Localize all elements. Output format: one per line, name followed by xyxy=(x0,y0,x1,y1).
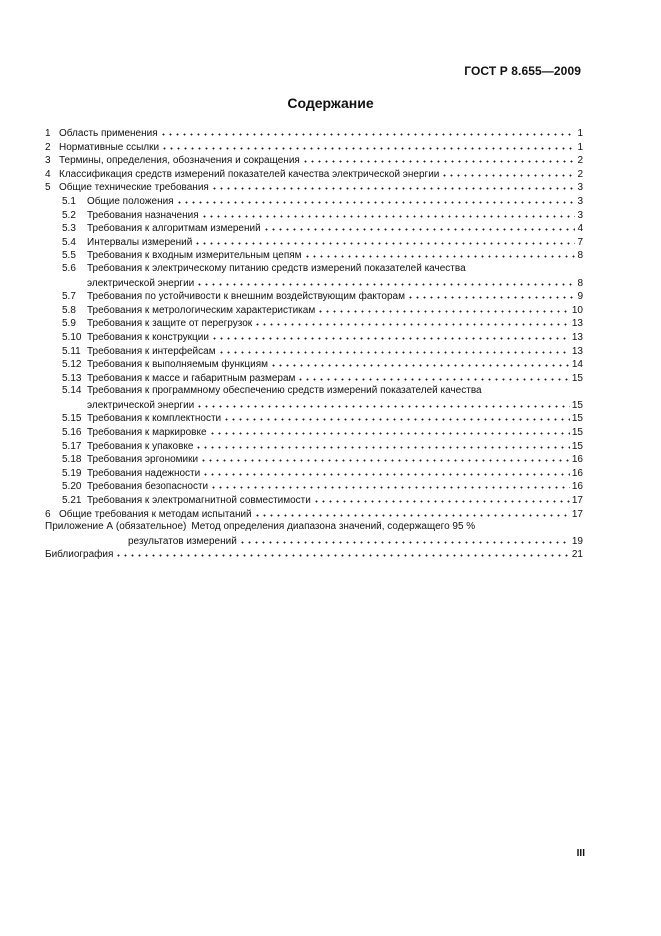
toc-entry xyxy=(45,384,583,398)
toc-entry-continuation xyxy=(45,398,583,412)
toc-entry-title: Требования к электрическому питанию средств измерений показателей качества xyxy=(87,262,466,274)
toc-entry-title: Общие положения xyxy=(87,195,174,207)
toc-entry-number: 3 xyxy=(45,155,51,167)
toc-entry-page: 17 xyxy=(571,508,583,520)
toc-entry-title-cont: электрической энергии xyxy=(87,277,195,289)
toc-entry-number: 5.19 xyxy=(62,467,82,479)
dot-leader xyxy=(317,303,570,313)
dot-leader xyxy=(223,411,570,421)
toc-entry-title: Требования к метрологическим характеристикам xyxy=(87,304,316,316)
toc-entry-number: 5.6 xyxy=(62,262,76,274)
toc-entry-page: 13 xyxy=(571,318,583,330)
toc-entry-number: 5.8 xyxy=(62,304,76,316)
toc-entry-number: 5.17 xyxy=(62,440,82,452)
toc-entry-title: Требования к выполняемым функциям xyxy=(87,359,268,371)
dot-leader xyxy=(270,357,570,367)
toc-entry-title: Требования к программному обеспечению средств измерений показателей качества xyxy=(87,385,482,397)
document-code: ГОСТ Р 8.655—2009 xyxy=(464,64,581,78)
dot-leader xyxy=(218,344,570,354)
toc-entry xyxy=(45,411,583,425)
toc-entry-continuation xyxy=(45,534,583,548)
toc-entry-title: Классификация средств измерений показателей качества электрической энергии xyxy=(59,168,440,180)
toc-entry-page: 16 xyxy=(571,481,583,493)
toc-entry-page: 13 xyxy=(571,331,583,343)
toc-entry-title: Интервалы измерений xyxy=(87,236,193,248)
dot-leader xyxy=(196,398,570,408)
dot-leader xyxy=(195,439,569,449)
toc-entry-number: 5.18 xyxy=(62,454,82,466)
dot-leader xyxy=(202,466,570,476)
toc-entry xyxy=(45,235,583,249)
toc-entry-number: Приложение А (обязательное) xyxy=(45,521,187,533)
toc-entry xyxy=(45,140,583,154)
toc-entry xyxy=(45,466,583,480)
toc-entry-title: Требования к электромагнитной совместимости xyxy=(87,495,311,507)
toc-entry-title: Библиография xyxy=(45,549,114,561)
dot-leader xyxy=(161,140,575,150)
toc-entry-title: Требования безопасности xyxy=(87,481,209,493)
toc-entry-title: Требования к интерфейсам xyxy=(87,345,216,357)
toc-entry xyxy=(45,167,583,181)
toc-entry-page: 15 xyxy=(571,372,583,384)
toc-entry-page: 3 xyxy=(577,209,583,221)
toc-entry xyxy=(45,262,583,276)
toc-entry-page: 13 xyxy=(571,345,583,357)
toc-entry-page: 3 xyxy=(577,182,583,194)
page-title: Содержание xyxy=(287,95,374,111)
toc-entry-page: 21 xyxy=(571,549,583,561)
toc-entry xyxy=(45,194,583,208)
toc-entry-title: Требования к защите от перегрузок xyxy=(87,318,253,330)
toc-entry xyxy=(45,316,583,330)
dot-leader xyxy=(304,248,576,258)
toc-entry-number: 5.13 xyxy=(62,372,82,384)
dot-leader xyxy=(200,452,570,462)
toc-entry-page: 17 xyxy=(571,495,583,507)
dot-leader xyxy=(115,547,569,557)
toc-entry-number: 5.9 xyxy=(62,318,76,330)
toc-entry-title: Требования к массе и габаритным размерам xyxy=(87,372,296,384)
dot-leader xyxy=(176,194,576,204)
toc-entry-title: Требования к маркировке xyxy=(87,427,207,439)
toc-entry-number: 5.14 xyxy=(62,385,82,397)
toc-entry-title: Общие технические требования xyxy=(59,182,209,194)
toc-entry-page: 15 xyxy=(571,399,583,411)
dot-leader xyxy=(313,493,570,503)
toc-entry-page: 19 xyxy=(571,535,583,547)
toc-entry xyxy=(45,439,583,453)
toc-entry xyxy=(45,371,583,385)
dot-leader xyxy=(211,180,576,190)
toc-entry-title: Метод определения диапазона значений, содержащего 95 % xyxy=(191,521,476,533)
dot-leader xyxy=(254,316,570,326)
toc-entry xyxy=(45,289,583,303)
toc-entry-number: 5.1 xyxy=(62,195,76,207)
toc-entry xyxy=(45,303,583,317)
toc-entry-title: Требования надежности xyxy=(87,467,201,479)
toc-entry xyxy=(45,126,583,140)
dot-leader xyxy=(302,153,576,163)
dot-leader xyxy=(407,289,575,299)
toc-entry-page: 15 xyxy=(571,413,583,425)
toc-entry-title: Требования эргономики xyxy=(87,454,199,466)
toc-entry xyxy=(45,180,583,194)
table-of-contents xyxy=(45,126,583,561)
toc-entry-number: 5 xyxy=(45,182,51,194)
toc-entry-page: 7 xyxy=(577,236,583,248)
toc-entry-page: 1 xyxy=(577,128,583,139)
toc-entry-number: 5.11 xyxy=(62,345,81,357)
toc-entry xyxy=(45,547,583,561)
dot-leader xyxy=(209,425,570,435)
toc-entry-title: Требования к упаковке xyxy=(87,440,194,452)
toc-entry-number: 5.20 xyxy=(62,481,82,493)
toc-entry-page: 15 xyxy=(571,427,583,439)
dot-leader xyxy=(254,507,570,517)
toc-entry-number: 5.7 xyxy=(62,291,76,303)
toc-entry-title: Требования к комплектности xyxy=(87,413,222,425)
toc-entry xyxy=(45,248,583,262)
toc-entry-page: 16 xyxy=(571,454,583,466)
dot-leader xyxy=(211,330,570,340)
toc-entry-title-cont: электрической энергии xyxy=(87,399,195,411)
toc-entry-number: 5.3 xyxy=(62,223,76,235)
toc-entry-page: 3 xyxy=(577,195,583,207)
toc-entry-number: 5.12 xyxy=(62,359,82,371)
toc-entry-number: 5.5 xyxy=(62,250,76,262)
toc-entry-title: Требования назначения xyxy=(87,209,199,221)
toc-entry xyxy=(45,520,583,534)
toc-entry-number: 5.10 xyxy=(62,331,82,343)
toc-entry-title: Требования к алгоритмам измерений xyxy=(87,223,261,235)
dot-leader xyxy=(263,221,576,231)
toc-entry-number: 5.16 xyxy=(62,427,82,439)
toc-entry-title: Общие требования к методам испытаний xyxy=(59,508,252,520)
toc-entry-title: Требования по устойчивости к внешним воздействующим факторам xyxy=(87,291,405,303)
toc-entry xyxy=(45,425,583,439)
toc-entry xyxy=(45,153,583,167)
page-number: III xyxy=(576,848,585,859)
toc-entry xyxy=(45,208,583,222)
toc-entry-number: 5.4 xyxy=(62,236,76,248)
dot-leader xyxy=(441,167,575,177)
toc-entry-page: 4 xyxy=(577,223,583,235)
toc-entry-number: 6 xyxy=(45,508,51,520)
toc-entry-page: 15 xyxy=(571,440,583,452)
toc-entry-number: 5.2 xyxy=(62,209,76,221)
toc-entry-title: Требования к конструкции xyxy=(87,331,209,343)
toc-entry-page: 8 xyxy=(577,277,583,289)
toc-entry xyxy=(45,493,583,507)
toc-entry-page: 10 xyxy=(571,304,583,316)
toc-entry-title-cont: результатов измерений xyxy=(128,535,237,547)
dot-leader xyxy=(196,276,575,286)
toc-entry-number: 4 xyxy=(45,168,51,180)
toc-entry-title: Область применения xyxy=(59,128,158,139)
toc-entry-page: 2 xyxy=(577,155,583,167)
toc-entry-title: Термины, определения, обозначения и сокращения xyxy=(59,155,300,167)
toc-entry xyxy=(45,330,583,344)
dot-leader xyxy=(297,371,570,381)
dot-leader xyxy=(160,126,576,136)
toc-entry xyxy=(45,221,583,235)
toc-entry-page: 16 xyxy=(571,467,583,479)
toc-entry-title: Требования к входным измерительным цепям xyxy=(87,250,302,262)
toc-entry xyxy=(45,507,583,521)
toc-entry xyxy=(45,452,583,466)
toc-entry-number: 5.15 xyxy=(62,413,82,425)
toc-entry-page: 9 xyxy=(577,291,583,303)
toc-entry-page: 2 xyxy=(577,168,583,180)
toc-entry-number: 2 xyxy=(45,141,51,153)
toc-entry xyxy=(45,357,583,371)
toc-entry-number: 5.21 xyxy=(62,495,82,507)
dot-leader xyxy=(210,479,570,489)
toc-entry-page: 1 xyxy=(577,141,583,153)
toc-entry-continuation xyxy=(45,276,583,290)
toc-entry xyxy=(45,344,583,358)
dot-leader xyxy=(194,235,575,245)
dot-leader xyxy=(201,208,576,218)
toc-entry xyxy=(45,479,583,493)
toc-entry-title: Нормативные ссылки xyxy=(59,141,160,153)
toc-entry-page: 8 xyxy=(577,250,583,262)
dot-leader xyxy=(239,534,570,544)
toc-entry-number: 1 xyxy=(45,128,51,139)
toc-entry-page: 14 xyxy=(571,359,583,371)
